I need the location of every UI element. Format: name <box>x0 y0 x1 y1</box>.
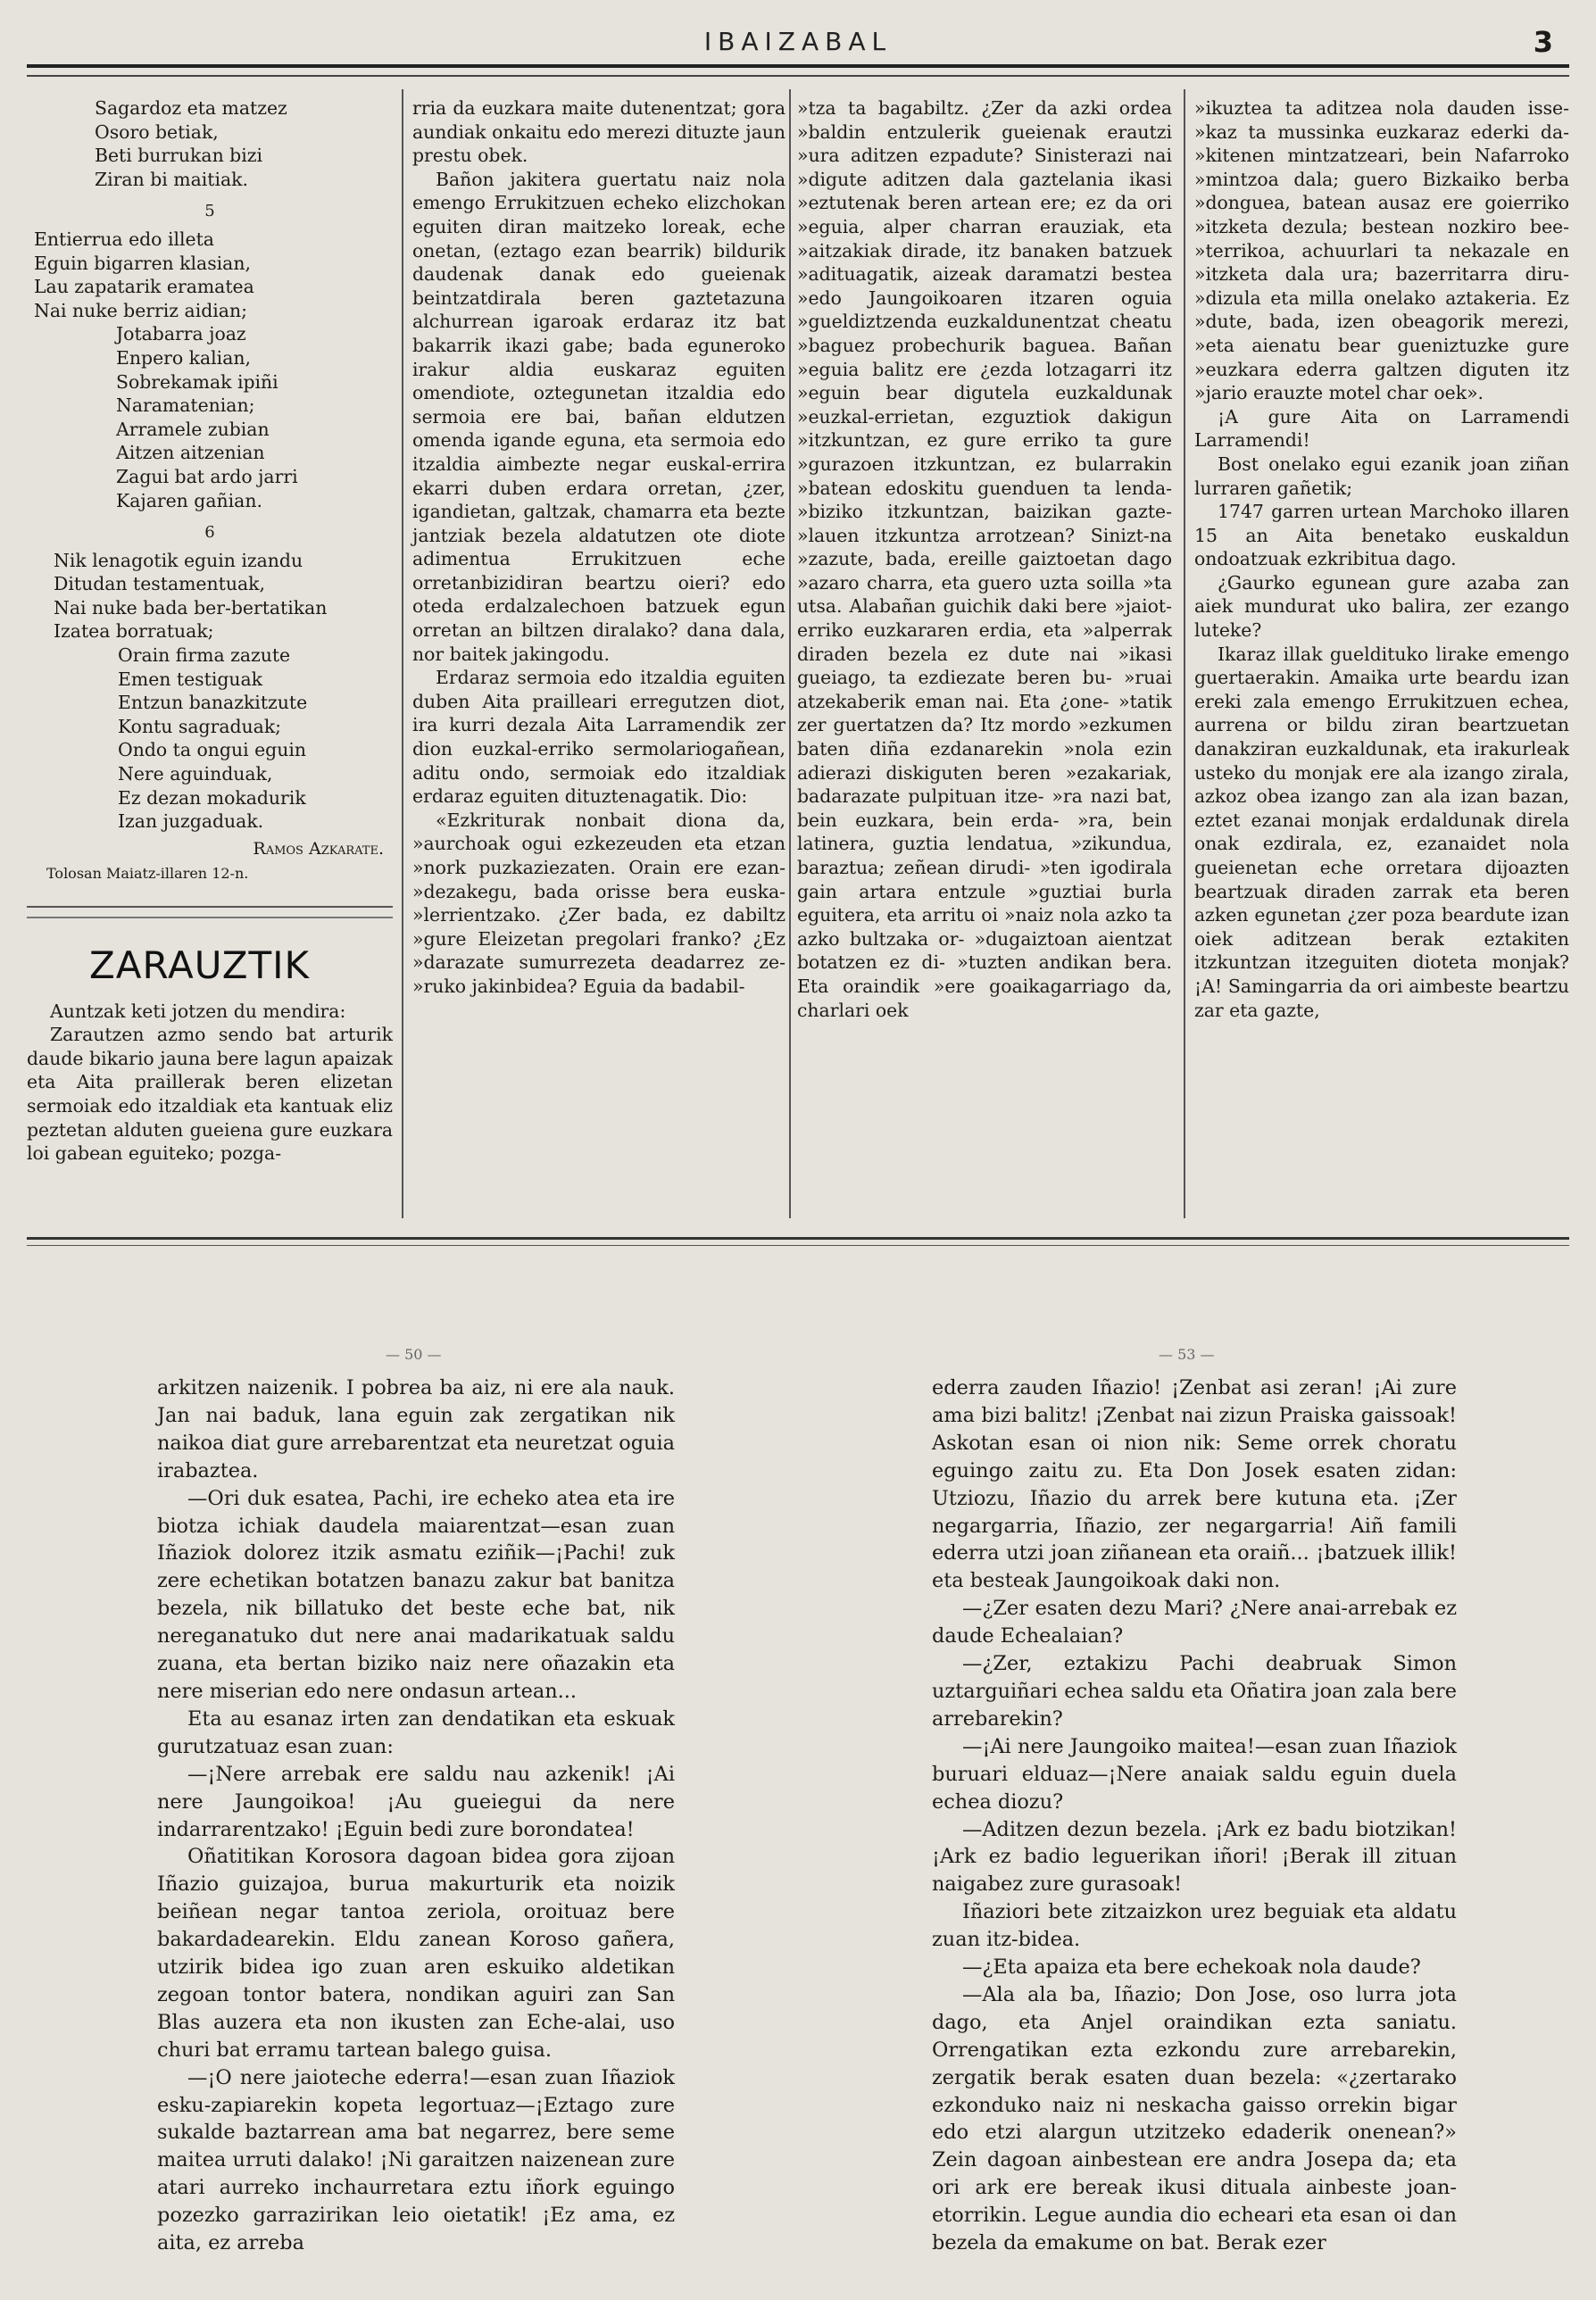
poem-line: Ondo ta ongui eguin <box>118 739 306 761</box>
column-divider <box>402 89 403 1218</box>
poem-stanza <box>95 96 393 191</box>
paragraph: ¿Gaurko egunean gure azaba zan aiek mundurat uko balira, zer ezango luteke? <box>1194 571 1569 642</box>
masthead <box>27 25 1569 61</box>
paragraph: Auntzak keti jotzen du mendira: <box>50 1000 346 1022</box>
paragraph: ederra zauden Iñazio! ¡Zenbat asi zeran! ¡Ai zure ama bizi balitz! ¡Zenbat nai zizun Praiska gaissoak! Askotan esan oi nion nik: Seme orrek choratu eguingo zaitu zu. Eta Don Josek esaten zidan: Utziozu, Iñazio du arrek bere kutuna eta. ¡Zer negargarria, Iñazio, zer negargarria! Aiñ famili ederra utzi joan ziñanean eta oraiñ... ¡batzuek illik! eta besteak Jaungoikoak daki non. <box>932 1376 1457 1593</box>
section-divider <box>27 906 393 918</box>
poem-line: Sobrekamak ipiñi <box>116 370 278 393</box>
paragraph: rria da euzkara maite dutenentzat; gora aundiak onkaitu edo merezi dituzte jaun prestu obek. <box>412 97 786 167</box>
poem-line: Ziran bi maitiak. <box>95 168 248 190</box>
paragraph: —¡Ai nere Jaungoiko maitea!—esan zuan Iñaziok buruari elduaz—¡Nere anaiak saldu eguin duela echea diozu? <box>932 1734 1457 1814</box>
serial-right <box>932 1374 1457 2257</box>
poem-line: Naramatenian; <box>116 394 255 417</box>
poem-line: Enpero kalian, <box>116 346 251 369</box>
poem-line: Jotabarra joaz <box>116 323 246 345</box>
poem-line: Entierrua edo illeta <box>34 228 214 250</box>
poem-line: Nik lenagotik eguin izandu <box>54 549 303 571</box>
poem-line: Izatea borratuak; <box>54 620 214 643</box>
quotation: »tza ta bagabiltz. ¿Zer da azki ordea »baldin entzulerik gueienak erautzi »ura aditzen ezpadute? Sinisterazi nai »digute aditzen dala gaztelania ikasi »eztutenak beren artean ere; ez da ori »eguia, alper charran erauziak, eta »aitzakiak dirade, itz banaken batzuek »adituagatik, aizeak daramatzi bestea »edo Jaungoikoaren itzaren oguia »gueldiztzenda euzkaldunentzat cheatu »baguez probechurik baguea. Bañan »eguia balitz ere ¿ezda lotzagarri itz »eguin bear digutela euzkaldunak »euzkal-errietan, ezguztiok dakigun »itzkuntzan, ez gure erriko ta gure »gurazoen itzkuntzan, ez bularrakin »batean edoskitu guenduen ta lenda- »biziko itzkuntzan, baizikan gazte- »lauen itzkuntza arrotzean? Sinizt-na »zazute, bada, ereille gaiztoetan dago »azaro charra, eta guero uzta soilla »ta utsa. Alabañan guichik daki bere »jaiot-erriko euzkararen erdia, eta »alperrak diraden bezela ez dute nai »ikasi gueiago, ta ezdiezate beren bu- »ruai atzekaberik eman nai. Eta ¿one- »tatik zer guertatzen da? Itz mordo »ezkumen baten diña ezdanarekin »nola ezin adierazi diskiguten beren »ezakariak, badarazate pulpituan itze- »ra nazi bat, bein euzkara, bein erda- »ra, bein latinera, guztia lendatua, »zikundua, baraztua; zeñean dirudi- »ten igodirala gain artara entzule »guztiai burla eguitera, eta arritu oi »naiz nola azko ta azko bultzaka or- »dugaiztoan aientzat botatzen ez di- »tuzten andikan bera. Eta oraindik »ere goaikagarriago da, charlari oek <box>797 97 1172 1021</box>
poem-line: Aitzen aitzenian <box>116 442 265 464</box>
poem-line: Entzun banazkitzute <box>118 692 308 714</box>
stanza-number: 5 <box>204 202 215 221</box>
paragraph: ¡A gure Aita on Larramendi Larramendi! <box>1194 405 1569 452</box>
column-2 <box>412 96 786 999</box>
column-4 <box>1194 96 1569 1022</box>
poem-line: Nai nuke berriz aidian; <box>34 299 247 321</box>
poem-stanza <box>27 549 393 834</box>
header-rule <box>27 64 1569 77</box>
poem-line: Arramele zubian <box>116 418 270 440</box>
paragraph: Ikaraz illak gueldituko lirake emengo guertaerakin. Amaika urte beardu izan ereki zala emengo Errukitzuen echea, aurrena or bildu ziran beartzuetan danakziran euzkaldunak, eta irakurleak usteko du monjak ere ala izango zirala, azkoz obea izango zan ala izan bazan, eztet ezanai monjak erdaldunak direla onak ezdirala, ez, ezanaidet nola gueienetan eche orretara dijoazten beartzuak diraden zarrak eta beren azken egunetan ¿zer poza beardute izan oiek aditzean berak eztakiten itzkuntzan itzeguiten dioteta monjak? ¡A! Samingarria da ori aimbeste beartzu zar eta gazte, <box>1194 643 1569 1021</box>
poem-line: Kontu sagraduak; <box>118 715 282 737</box>
poem-line: Osoro betiak, <box>95 120 219 143</box>
lower-page-number: — 50 — <box>386 1346 442 1363</box>
stanza-number: 6 <box>204 523 215 543</box>
poem-line: Ditudan testamentuak, <box>54 573 265 595</box>
section-title: ZARAUZTIK <box>89 943 311 987</box>
lower-page-number: — 53 — <box>1159 1346 1215 1363</box>
paragraph: Eta au esanaz irten zan dendatikan eta eskuak gurutzatuaz esan zuan: <box>157 1706 675 1758</box>
poem-line: Beti burrukan bizi <box>95 145 263 167</box>
poem-stanza <box>27 228 393 512</box>
fold-divider <box>27 1237 1569 1246</box>
paragraph: Bost onelako egui ezanik joan ziñan lurraren gañetik; <box>1194 453 1569 499</box>
poem-line: Nai nuke bada ber-bertatikan <box>54 596 328 619</box>
paragraph: —Aditzen dezun bezela. ¡Ark ez badu biotzikan! ¡Ark ez badio leguerikan iñori! ¡Berak ill zituan naigabez zure gurasoak! <box>932 1817 1457 1897</box>
paragraph: Bañon jakitera guertatu naiz nola emengo Errukitzuen echeko elizchokan eguiten diran maitzeko loreak, eche onetan, (eztago ezan bearrik) bildurik daudenak danak edo gueienak beintzatdirala beren gaztetazuna alchurrean igaroak erdaraz itz bat bakarrik ikazi gabe; bada eguneroko irakur aldia euskaraz eguiten omendiote, oztegunetan itzaldia edo sermoia ere bai, bañan eldutzen omenda igande eguna, eta sermoia edo itzaldia aimbezte negar euskal-errira ekarri duben erdara orretan, ¿zer, igandietan, galtzak, chamarra eta bezte jantziak bezela aldatutzen ote diote adimentua Errukitzuen eche orretanbizidiran beartzu oieri? edo oteda erdalzalechoen batzuek egun orretan an biltzen diralako? dana dala, nor baitek jakingodu. <box>412 168 786 665</box>
paragraph: —Ala ala ba, Iñazio; Don Jose, oso lurra jota dago, eta Anjel oraindikan ezta saniatu. Orrengatikan ezta ezkondu zure arrebarekin, zergatik berak esaten duan bezela: «¿zertarako ezkonduko naiz ni neskacha gaisso orrekin bigar edo etzi alargun utzitzeko edaderik onenean?» Zein dagoan ainbestean ere andra Josepa da; eta ori ark ere bereak ikusi dituala ainbeste joan-etorrikin. Legue aundia dio echeari eta esan oi dan bezela da emakume on bat. Berak ezer <box>932 1982 1457 2255</box>
dateline: Tolosan Maiatz-illaren 12-n. <box>46 865 249 883</box>
poem-line: Kajaren gañian. <box>116 489 262 511</box>
paragraph: Iñaziori bete zitzaizkon urez beguiak eta aldatu zuan itz-bidea. <box>932 1900 1457 1952</box>
column-1 <box>27 96 393 1166</box>
poem-line: Nere aguinduak, <box>118 763 273 785</box>
paragraph: 1747 garren urtean Marchoko illaren 15 an Aita benetako euskaldun ondoatzuak ezkribitua dago. <box>1194 501 1569 570</box>
paragraph: —¿Eta apaiza eta bere echekoak nola daude? <box>962 1955 1421 1980</box>
poem-line: Lau zapatarik eramatea <box>34 276 254 298</box>
paragraph: —¿Zer esaten dezu Mari? ¿Nere anai-arrebak ez daude Echealaian? <box>932 1597 1457 1648</box>
paragraph: Oñatitikan Korosora dagoan bidea gora zijoan Iñazio guizajoa, burua makurturik eta noizik beiñean negar tantoa zeriola, oroituaz bere bakardadearekin. Eldu zanean Koroso gañera, utzirik bidea igo zuan aren eskuiko aldetikan zegoan tontor batera, nondikan aguiri zan San Blas auzera eta non ikusten zan Eche-alai, uso churi bat erramu tartean balego guisa. <box>157 1845 675 2062</box>
newspaper-title: IBAIZABAL <box>703 27 893 56</box>
paragraph: —¡Nere arrebak ere saldu nau azkenik! ¡Ai nere Jaungoikoa! ¡Au gueiegui da nere indarrarentzako! ¡Eguin bedi zure borondatea! <box>157 1762 675 1841</box>
paragraph: —¡O nere jaioteche ederra!—esan zuan Iñaziok esku-zapiarekin kopeta legortuaz—¡Eztago zure sukalde baztarrean ama bat negarrez, bere seme maitea urruti dalako! ¡Ni garaitzen naizenean zure atari aurreko inchaurretara eztu iñork eguingo pozezko garrazirikan leio oietatik! ¡Ez ama, ez aita, ez arreba <box>157 2065 675 2255</box>
poem-line: Izan juzgaduak. <box>118 810 264 833</box>
paragraph: —Ori duk esatea, Pachi, ire echeko atea eta ire biotza ichiak daudela maiarentzat—esan zuan Iñaziok dolorez itzik asmatu eziñik—¡Pachi! zuk zere echetikan botatzen banazu zakur bat banitza bezela, nik billatuko det beste eche bat, nik nereganatuko dut nere anai madarikatuak saldu zuana, eta bertan biziko naiz nere oñazakin eta nere miserian edo nere ondasun artean... <box>157 1486 675 1703</box>
author-signature: Ramos Azkarate. <box>253 838 384 859</box>
poem-line: Orain firma zazute <box>118 644 291 667</box>
column-divider <box>1184 89 1185 1218</box>
quotation: »ikuztea ta aditzea nola dauden isse- »kaz ta mussinka euzkaraz ederki da- »kitenen mintzatzeari, bein Nafarroko »mintzoa dala; guero Bizkaiko berba »donguea, batean ausaz ere goierriko »itzketa dezula; bestean nozkiro bee- »terrikoa, achuurlari ta nekazale en »itzketa dala ura; bazerritarra diru- »dizula eta milla onelako aztakeria. Ez »dute, bada, izen obeagorik merezi, »eta aienatu bear gueniztuzke gure »euzkara ederra galtzen diguten itz »jario erauzte motel char oek». <box>1194 97 1569 404</box>
column-divider <box>789 89 791 1218</box>
column-3 <box>797 96 1172 1022</box>
paragraph: arkitzen naizenik. I pobrea ba aiz, ni ere ala nauk. Jan nai baduk, lana eguin zak zergatikan nik naikoa diat gure arrebarentzat eta neuretzat oguia irabaztea. <box>157 1376 675 1482</box>
paragraph: Erdaraz sermoia edo itzaldia eguiten duben Aita prailleari erregutzen diot, ira kurri dezala Aita Larramendik zer dion euzkal-erriko sermolariogañean, aditu ondo, sermoiak edo itzaldiak erdaraz eguiten dituztenagatik. Dio: <box>412 667 786 808</box>
page-number: 3 <box>1533 25 1553 59</box>
paragraph: —¿Zer, eztakizu Pachi deabruak Simon uztarguiñari echea saldu eta Oñatira joan zala bere arrebarekin? <box>932 1652 1457 1731</box>
poem-line: Eguin bigarren klasian, <box>34 252 251 274</box>
poem-line: Emen testiguak <box>118 668 263 690</box>
paragraph: Zarautzen azmo sendo bat arturik daude bikario jauna bere lagun apaizak eta Aita praillerak beren elizetan sermoiak edo itzaldiak eta kantuak eliz peztetan alduten gueiena gure euzkara loi gabean eguiteko; pozga- <box>27 1024 393 1165</box>
poem-line: Sagardoz eta matzez <box>95 97 287 119</box>
poem-line: Ez dezan mokadurik <box>118 786 306 809</box>
quotation: «Ezkriturak nonbait diona da, »aurchoak ogui ezkezeuden eta etzan »nork puzkaziezaten. Orain ere ezan- »dezakegu, bada orisse bera euska- »lerrientzako. ¿Zer bada, ez dabiltz »gure Eleizetan pregolari franko? ¿Ez »darazate sumurrezeta deadarrez ze- »ruko jakinbidea? Eguia da badabil- <box>412 809 786 997</box>
poem-line: Zagui bat ardo jarri <box>116 465 298 487</box>
serial-left <box>157 1374 675 2257</box>
